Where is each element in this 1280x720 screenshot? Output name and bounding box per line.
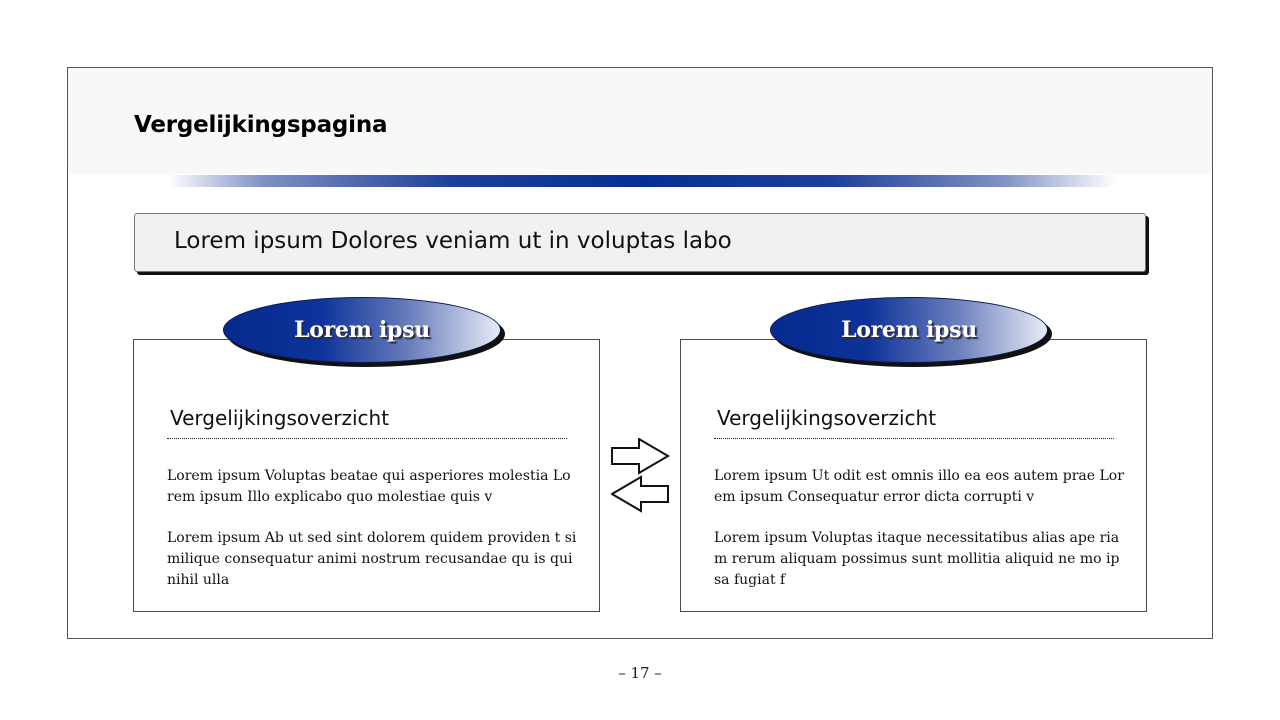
panel-paragraph: Lorem ipsum Ut odit est omnis illo ea eos autem prae Lorem ipsum Consequatur error dicta corrupti v [714,468,1124,505]
page-number: – 17 – [618,664,662,682]
badge-label: Lorem ipsu [294,317,430,343]
right-comparison-panel [680,339,1147,612]
right-panel-badge [770,297,1052,367]
dotted-divider [714,438,1114,439]
right-arrow-icon [612,439,668,473]
banner-text: Lorem ipsum Dolores veniam ut in voluptas labo [174,228,732,254]
panel-heading: Vergelijkingsoverzicht [717,406,937,430]
page-title: Vergelijkingspagina [134,112,388,138]
left-right-arrows-icon [611,438,671,514]
title-underline-bar [168,175,1116,187]
subtitle-banner [134,213,1146,272]
dotted-divider [167,438,567,439]
panel-paragraph: Lorem ipsum Ab ut sed sint dolorem quidem providen t similique consequatur animi nostrum recusandae qu is qui nihil ulla [167,530,577,588]
badge-label: Lorem ipsu [841,317,977,343]
panel-paragraph: Lorem ipsum Voluptas beatae qui asperiores molestia Lorem ipsum Illo explicabo quo molestiae quis v [167,468,571,505]
left-comparison-panel [133,339,600,612]
panel-heading: Vergelijkingsoverzicht [170,406,390,430]
slide-frame [67,67,1213,639]
left-arrow-icon [612,477,668,511]
panel-paragraph: Lorem ipsum Voluptas itaque necessitatibus alias ape riam rerum aliquam possimus sunt mollitia aliquid ne mo ipsa fugiat f [714,530,1120,588]
left-panel-badge [223,297,505,367]
